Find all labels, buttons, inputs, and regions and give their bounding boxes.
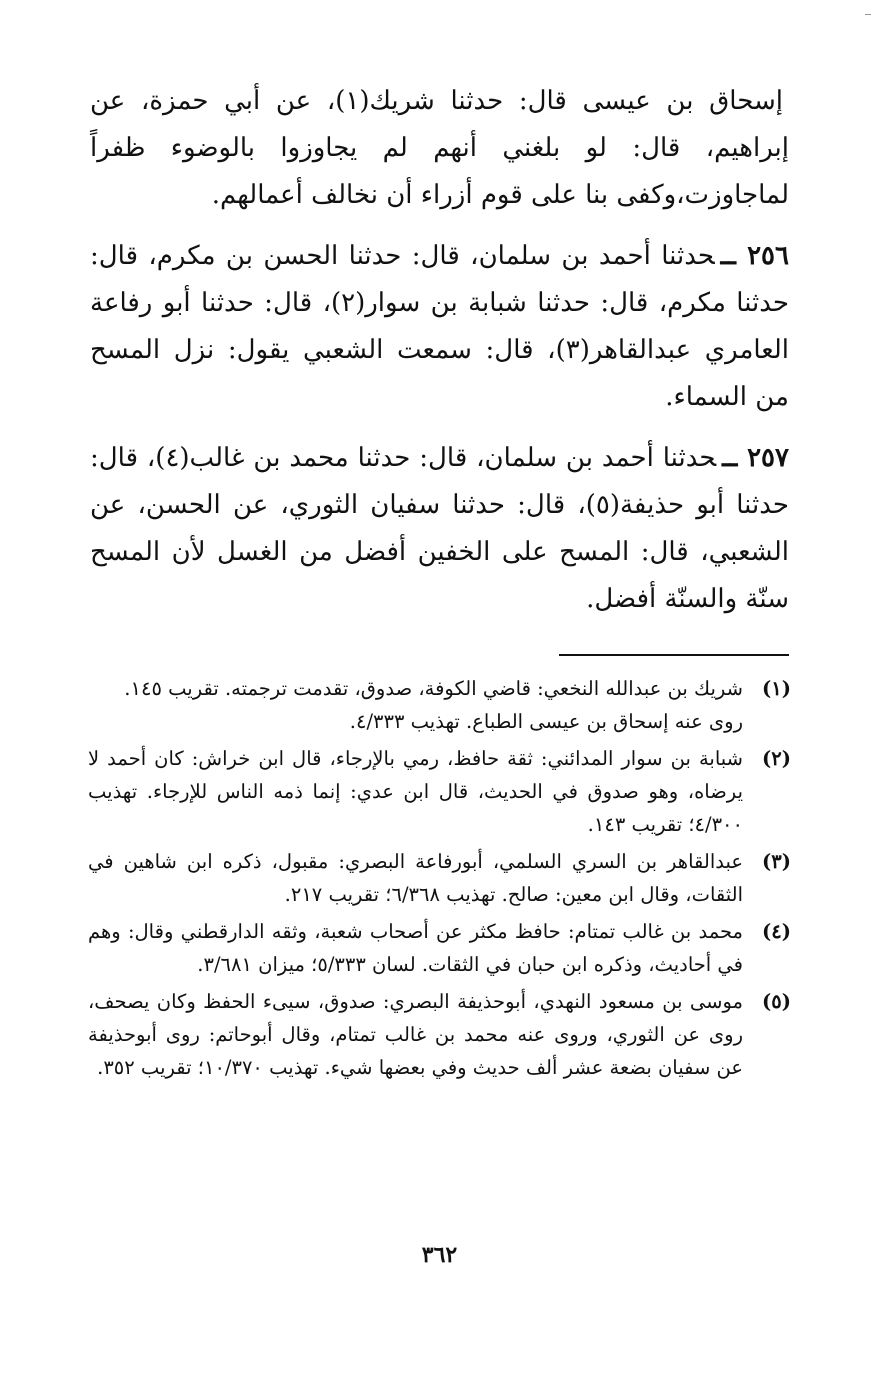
hadith-number: ٢٥٦ ــ (720, 241, 789, 271)
footnote-line: روى عنه إسحاق بن عيسى الطباع. تهذيب ٤/٣٣٣. (349, 710, 743, 733)
footnote-body (88, 742, 743, 841)
footnote (88, 672, 791, 738)
paragraph (90, 435, 789, 623)
footnote (88, 845, 791, 911)
footnote-body (88, 672, 743, 738)
footnote-line: محمد بن غالب تمتام: حافظ مكثر عن أصحاب شعبة، وثقه الدارقطني وقال: وهم في أحاديث، وذكره ابن حبان في الثقات. لسان ٥/٣٣٣؛ ميزان ٣/٦٨١. (88, 920, 743, 976)
footnote-number: (٢) (762, 747, 791, 770)
paragraph (90, 78, 789, 219)
footnote-number: (٤) (762, 920, 791, 943)
footnote-body (88, 985, 743, 1084)
footnote-number: (٥) (762, 990, 791, 1013)
footnote (88, 985, 791, 1084)
page-number: ٣٦٢ (421, 1242, 458, 1268)
footnote-line: شريك بن عبدالله النخعي: قاضي الكوفة، صدوق، تقدمت ترجمته. تقريب ١٤٥. (124, 677, 743, 700)
footnote-line: عبدالقاهر بن السري السلمي، أبورفاعة البصري: مقبول، ذكره ابن شاهين في الثقات، وقال ابن معين: صالح. تهذيب ٦/٣٦٨؛ تقريب ٢١٧. (88, 850, 743, 906)
footnote-number: (١) (762, 677, 791, 700)
paragraph (90, 233, 789, 421)
footnote-separator (559, 654, 789, 656)
main-text (90, 78, 789, 637)
scan-mark (865, 14, 871, 15)
footnote-line: موسى بن مسعود النهدي، أبوحذيفة البصري: صدوق، سيىء الحفظ وكان يصحف، روى عن الثوري، وروى عنه محمد بن غالب تمتام، وقال أبوحاتم: روى أبوحذيفة عن سفيان بضعة عشر ألف حديث وفي بعضها شيء. تهذيب ١٠/٣٧٠؛ تقريب ٣٥٢. (88, 990, 743, 1079)
footnote-body (88, 915, 743, 981)
hadith-number: ٢٥٧ ــ (722, 443, 789, 473)
paragraph-text: إسحاق بن عيسى قال: حدثنا شريك(١)، عن أبي حمزة، عن إبراهيم، قال: لو بلغني أنهم لم يجاوزوا بالوضوء ظفراً لماجاوزت،وكفى بنا على قوم أزراء أن نخالف أعمالهم. (90, 86, 789, 210)
footnote-line: شبابة بن سوار المدائني: ثقة حافظ، رمي بالإرجاء، قال ابن خراش: كان أحمد لا يرضاه، وهو صدوق في الحديث، قال ابن عدي: إنما ذمه الناس للإرجاء. تهذيب ٤/٣٠٠؛ تقريب ١٤٣. (88, 747, 743, 836)
paragraph-text: حدثنا أحمد بن سلمان، قال: حدثنا محمد بن غالب(٤)، قال: حدثنا أبو حذيفة(٥)، قال: حدثنا سفيان الثوري، عن الحسن، عن الشعبي، قال: المسح على الخفين أفضل من الغسل لأن المسح سنّة والسنّة أفضل. (90, 443, 789, 614)
footnote (88, 915, 791, 981)
paragraph-text: حدثنا أحمد بن سلمان، قال: حدثنا الحسن بن مكرم، قال: حدثنا مكرم، قال: حدثنا شبابة بن سوار(٢)، قال: حدثنا أبو رفاعة العامري عبدالقاهر(٣)، قال: سمعت الشعبي يقول: نزل المسح من السماء. (90, 241, 789, 412)
footnote (88, 742, 791, 841)
footnote-number: (٣) (762, 850, 791, 873)
footnote-body (88, 845, 743, 911)
footnotes (88, 672, 791, 1088)
